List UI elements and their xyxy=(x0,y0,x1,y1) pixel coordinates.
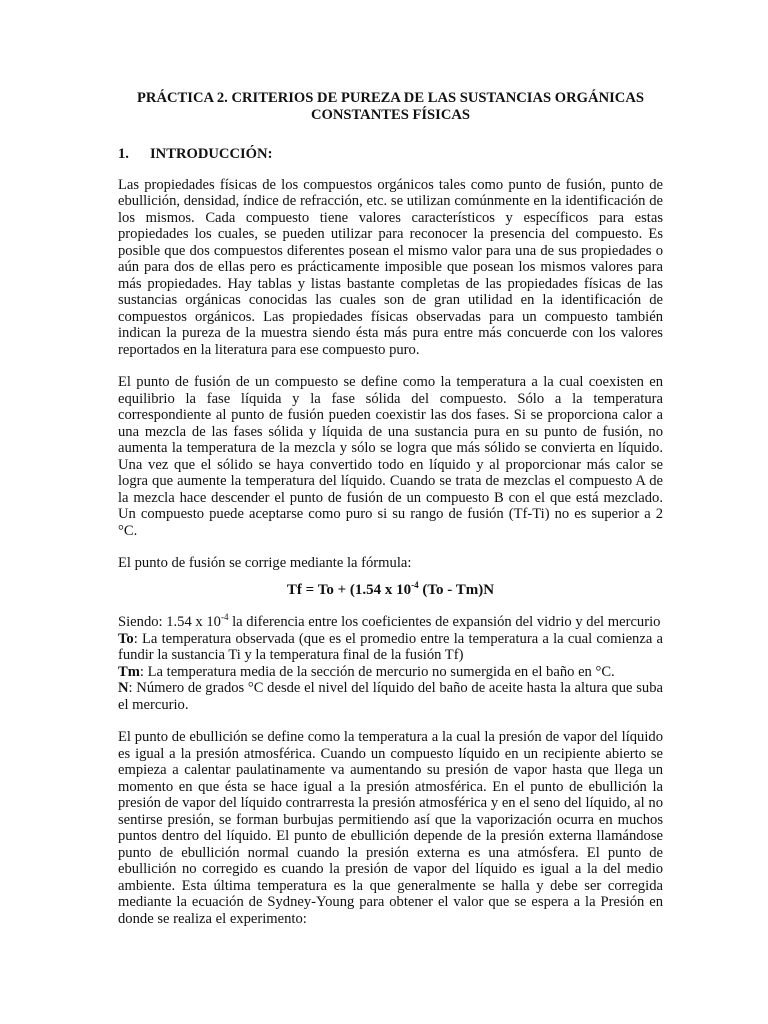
tm-description: : La temperatura media de la sección de mercurio no sumergida en el baño en °C. xyxy=(139,663,615,680)
paragraph-properties: Las propiedades físicas de los compuestos orgánicos tales como punto de fusión, punto de ebullición, densidad, índice de refracción, etc. se utilizan comúnmente en la identificación de los mismos. Cada compuesto tiene valores característicos y específicos para estas propiedades los cuales, se pueden utilizar para reconocer la presencia del compuesto. Es posible que dos compuestos diferentes posean el mismo valor para una de sus propiedades o aún para dos de ellas pero es prácticamente imposible que posean los mismos valores para más propiedades. Hay tablas y listas bastante completas de las propiedades físicas de las sustancias orgánicas conocidas las cuales son de gran utilidad en la identificación de compuestos orgánicos. Las propiedades físicas observadas para un compuesto también indican la pureza de la muestra siendo ésta más pura entre más concuerde con los valores reportados en la literatura para ese compuesto puro. xyxy=(118,176,663,358)
paragraph-formula-intro: El punto de fusión se corrige mediante la fórmula: xyxy=(118,555,412,571)
paragraph-boiling-point: El punto de ebullición se define como la temperatura a la cual la presión de vapor del líquido es igual a la presión atmosférica. Cuando un compuesto líquido en un recipiente abierto se empieza a calentar paulatinamente va aumentando su presión de vapor hasta que llega un momento en que ésta se hace igual a la presión atmosférica. En el punto de ebullición la presión de vapor del líquido contrarresta la presión atmosférica y en el seno del líquido, al no sentirse presión, se forman burbujas permitiendo así que la vaporización ocurra en muchos puntos dentro del líquido. El punto de ebullición depende de la presión externa llamándose punto de ebullición normal cuando la presión externa es una atmósfera. El punto de ebullición no corregido es cuando la presión de vapor del líquido es igual a la del medio ambiente. Esta última temperatura es la que generalmente se halla y debe ser corregida mediante la ecuación de Sydney-Young para obtener el valor que se espera a la Presión en donde se realiza el experimento: xyxy=(118,729,663,927)
definition-tm xyxy=(118,664,663,681)
term-n: N xyxy=(118,680,129,696)
section-number: 1. xyxy=(118,146,129,162)
section-title: INTRODUCCIÓN: xyxy=(150,146,273,162)
formula-exponent: -4 xyxy=(411,579,419,590)
melting-point-formula xyxy=(118,579,663,599)
term-to: To xyxy=(118,630,134,647)
siendo-part-2: la diferencia entre los coeficientes de expansión del vidrio y del mercurio xyxy=(228,614,661,630)
definitions-block xyxy=(118,614,663,713)
definition-n xyxy=(118,680,663,713)
document-page xyxy=(118,90,663,943)
siendo-part-1: Siendo: 1.54 x 10 xyxy=(118,614,221,630)
formula-part-2: (To - Tm)N xyxy=(418,581,495,598)
paragraph-melting-point: El punto de fusión de un compuesto se define como la temperatura a la cual coexisten en equilibrio la fase líquida y la fase sólida del compuesto. Sólo a la temperatura correspondiente al punto de fusión pueden coexistir las dos fases. Si se proporciona calor a una mezcla de las fases sólida y líquida de una sustancia pura en su punto de fusión, no aumenta la temperatura de la mezcla y sólo se logra que más sólido se convierta en líquido. Una vez que el sólido se haya convertido todo en líquido y al proporcionar más calor se logra que aumente la temperatura del líquido. Cuando se trata de mezclas el compuesto A de la mezcla hace descender el punto de fusión de un compuesto B con el que está mezclado. Un compuesto puede aceptarse como puro si su rango de fusión (Tf-Ti) no es superior a 2 °C. xyxy=(118,374,663,539)
section-heading xyxy=(118,146,663,163)
definition-siendo xyxy=(118,614,663,631)
title-line-1: PRÁCTICA 2. CRITERIOS DE PUREZA DE LAS SUSTANCIAS ORGÁNICAS xyxy=(137,90,644,106)
n-description: : Número de grados °C desde el nivel del líquido del baño de aceite hasta la altura que suba el mercurio. xyxy=(118,680,663,713)
to-description: : La temperatura observada (que es el promedio entre la temperatura a la cual comienza a fundir la sustancia Ti y la temperatura final de la fusión Tf) xyxy=(118,630,663,663)
definition-to xyxy=(118,631,663,664)
term-tm: Tm xyxy=(118,663,140,680)
formula-part-1: Tf = To + (1.54 x 10 xyxy=(286,581,412,598)
document-title xyxy=(118,90,663,124)
siendo-exponent: -4 xyxy=(220,612,229,622)
title-line-2: CONSTANTES FÍSICAS xyxy=(310,107,471,123)
